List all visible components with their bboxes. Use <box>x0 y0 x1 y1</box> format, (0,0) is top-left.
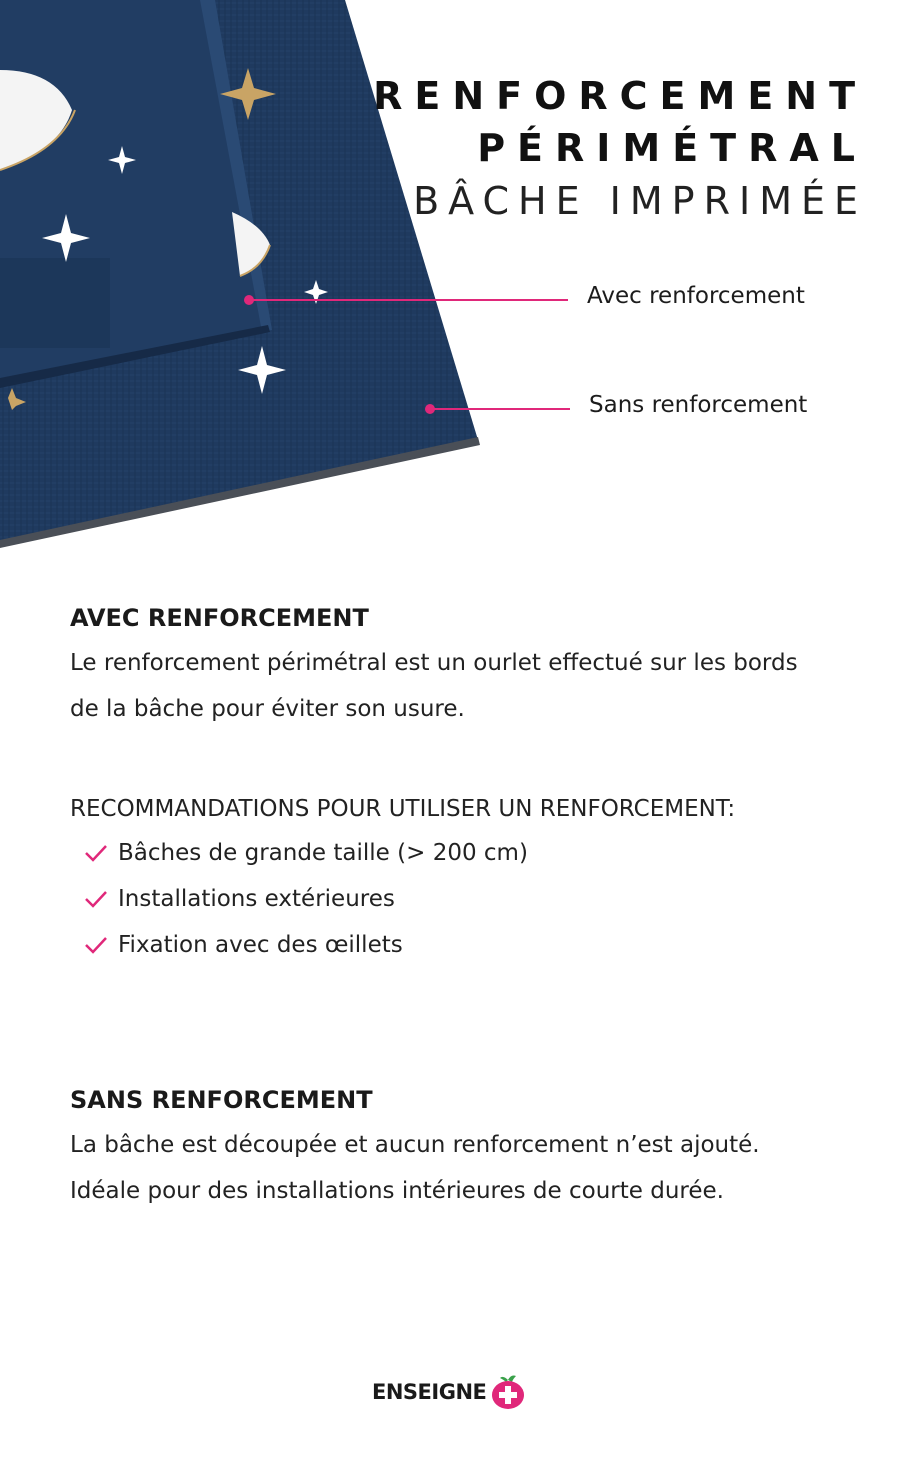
plus-icon <box>488 1372 528 1412</box>
section-with-line-1: Le renforcement périmétral est un ourlet effectué sur les bords <box>70 650 798 676</box>
check-icon <box>84 889 108 909</box>
page-title <box>373 70 867 228</box>
title-line-1: RENFORCEMENT <box>373 74 867 118</box>
list-item-label: Bâches de grande taille (> 200 cm) <box>118 840 528 866</box>
check-icon <box>84 843 108 863</box>
list-item-label: Installations extérieures <box>118 886 395 912</box>
recommendations-list <box>70 830 850 968</box>
recommendations-title: RECOMMANDATIONS POUR UTILISER UN RENFORCEMENT: <box>70 796 736 822</box>
section-without-title: SANS RENFORCEMENT <box>70 1086 373 1114</box>
title-line-3: BÂCHE IMPRIMÉE <box>413 179 867 223</box>
list-item <box>70 830 850 876</box>
list-item <box>70 922 850 968</box>
callout-label-without: Sans renforcement <box>589 392 808 418</box>
hero-image <box>0 0 915 560</box>
title-line-2: PÉRIMÉTRAL <box>477 126 867 170</box>
section-with-line-2: de la bâche pour éviter son usure. <box>70 696 465 722</box>
section-with-reinforcement <box>70 600 850 968</box>
callout-label-with: Avec renforcement <box>587 283 805 309</box>
callout-dot-with <box>244 295 254 305</box>
brand-logo <box>372 1370 528 1414</box>
section-without-line-2: Idéale pour des installations intérieures de courte durée. <box>70 1178 724 1204</box>
callout-dot-without <box>425 404 435 414</box>
section-with-title: AVEC RENFORCEMENT <box>70 604 369 632</box>
list-item <box>70 876 850 922</box>
logo-text: ENSEIGNE <box>372 1380 487 1404</box>
list-item-label: Fixation avec des œillets <box>118 932 403 958</box>
section-without-reinforcement <box>70 1082 850 1214</box>
section-without-line-1: La bâche est découpée et aucun renforcement n’est ajouté. <box>70 1132 760 1158</box>
check-icon <box>84 935 108 955</box>
